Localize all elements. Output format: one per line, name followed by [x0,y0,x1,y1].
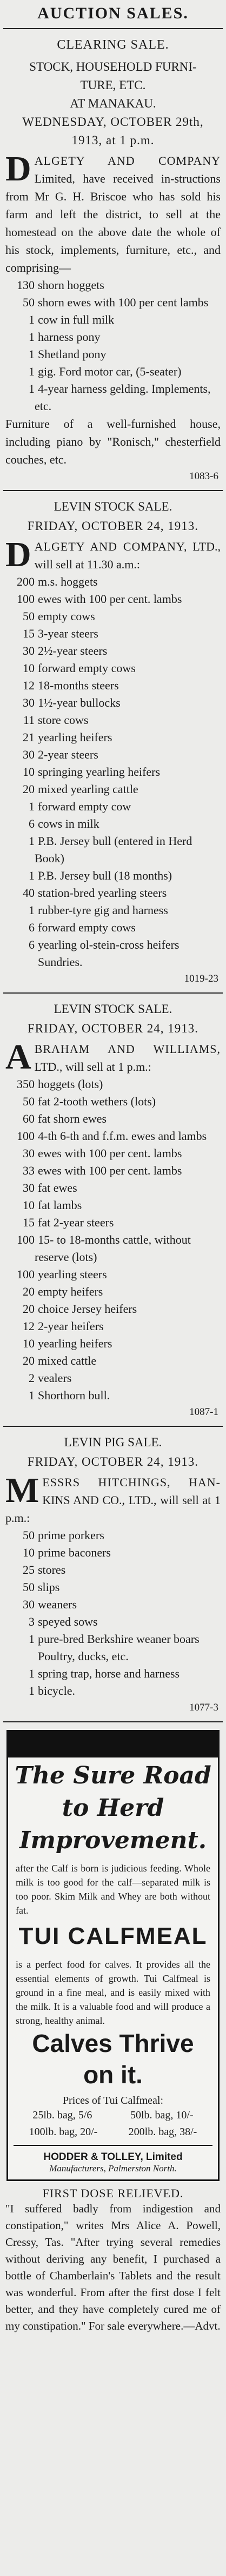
item-description: m.s. hoggets [38,575,98,588]
item-description: hoggets (lots) [38,1077,103,1091]
list-item [5,573,221,591]
ad-top-band [8,1732,218,1757]
item-description: bicycle. [38,1684,76,1698]
list-item [5,936,221,954]
item-description: fat shorn ewes [38,1112,107,1125]
item-quantity: 50 [23,1580,35,1594]
item-quantity: 1 [29,330,35,344]
item-quantity: 50 [23,1528,35,1542]
list-item [5,1093,221,1110]
list-item [5,346,221,363]
item-list [5,573,221,971]
list-item [5,1076,221,1093]
item-description: 2-year steers [38,748,98,761]
item-quantity: 20 [23,1302,35,1316]
item-description: springing yearling heifers [38,765,161,779]
item-quantity: 1 [29,1667,35,1680]
item-description: forward empty cows [38,921,136,934]
item-description: fat 2-year steers [38,1216,114,1229]
item-quantity: 30 [23,1598,35,1611]
item-quantity: 1 [29,834,35,848]
item-quantity: 30 [23,696,35,709]
ad-body: after the Calf is born is judicious feeding. Whole milk is too good for the calf—separated milk is too poor. Skim Milk and Whey are both without fat. [16,1863,210,1916]
item-quantity: 1 [29,1632,35,1646]
item-quantity: 6 [29,817,35,830]
item-quantity: 30 [23,748,35,761]
ad-slogan: Calves Thrive [32,2029,194,2057]
notice-date: FRIDAY, OCTOBER 24, 1913. [28,1455,198,1468]
item-description: yearling ol-stein-cross heifers [38,938,180,951]
list-item [5,608,221,625]
list-item [5,1631,221,1648]
item-description: fat ewes [38,1181,77,1195]
list-item [5,277,221,294]
levin-stock-sale-dalgety [3,491,223,994]
item-quantity: 10 [23,765,35,779]
item-quantity: 1 [29,347,35,361]
ad-headline-2: to Herd [62,1794,164,1822]
item-quantity: 350 [17,1077,35,1091]
brand-name: TUI CALFMEAL [18,1923,208,1949]
item-quantity: 1 [29,800,35,813]
price-item: 100lb. bag, 20/- [29,2126,98,2138]
list-item [5,1579,221,1596]
item-description: rubber-tyre gig and harness [38,903,168,917]
item-quantity: 10 [23,661,35,675]
list-item [5,328,221,346]
item-quantity: 6 [29,938,35,951]
item-description: station-bred yearling steers [38,886,167,900]
drop-cap: D [5,535,31,574]
notice-date: WEDNESDAY, OCTOBER 29th, [22,115,204,129]
item-quantity: 11 [23,713,35,727]
item-quantity: 20 [23,782,35,796]
item-quantity: 1 [29,1684,35,1698]
list-item [5,1561,221,1579]
item-description: Shorthorn bull. [38,1388,110,1402]
item-quantity: 15 [23,627,35,640]
list-item [5,1596,221,1613]
price-item: 200lb. bag, 38/- [128,2126,197,2138]
item-description: empty heifers [38,1285,103,1298]
item-description: cows in milk [38,817,99,830]
price-item: 25lb. bag, 5/6 [32,2109,92,2121]
list-item [5,1335,221,1352]
item-description: P.B. Jersey bull (18 months) [38,869,172,882]
intro-lead: ALGETY AND COMPANY [34,154,221,167]
notice-date: FRIDAY, OCTOBER 24, 1913. [28,519,198,533]
list-item [5,1231,221,1266]
item-description: slips [38,1580,60,1594]
list-item [5,1300,221,1318]
item-description: choice Jersey heifers [38,1302,137,1316]
list-item [5,380,221,415]
item-description: ewes with 100 per cent. lambs [38,1146,182,1160]
item-quantity: 21 [23,730,35,744]
item-description: vealers [38,1371,72,1385]
item-description: ewes with 100 per cent. lambs [38,592,182,606]
drop-cap: M [5,1471,39,1510]
item-list [5,277,221,415]
item-description: empty cows [38,609,95,623]
item-description: gig. Ford motor car, (5-seater) [38,365,182,378]
page-header: AUCTION SALES. [3,0,223,29]
list-item [5,712,221,729]
list-item [5,1318,221,1335]
item-quantity: 50 [23,296,35,309]
item-quantity: 130 [17,278,35,292]
list-item [5,363,221,380]
item-quantity: 2 [29,1371,35,1385]
item-quantity: 33 [23,1164,35,1177]
item-description: Sundries. [38,955,83,969]
item-description: cow in full milk [38,313,115,326]
notice-caption-2: TURE, ETC. [80,78,146,92]
list-item [5,294,221,311]
item-description: 2-year heifers [38,1319,104,1333]
ad-headline-3: Improvement. [19,1827,207,1854]
list-item [5,660,221,677]
ad-code: 1019-23 [184,973,218,984]
item-description: mixed yearling cattle [38,782,138,796]
item-description: ewes with 100 per cent. lambs [38,1164,182,1177]
intro-lead: BRAHAM AND WILLIAMS, [34,1042,221,1056]
item-description: prime baconers [38,1546,111,1559]
item-quantity: 60 [23,1112,35,1125]
item-description: mixed cattle [38,1354,97,1367]
notice-caption: STOCK, HOUSEHOLD FURNI- [29,60,197,73]
list-item [5,919,221,936]
list-item [5,815,221,833]
item-quantity: 20 [23,1354,35,1367]
notice-intro [5,1473,221,1527]
list-item [5,798,221,815]
list-item [5,1128,221,1145]
price-item: 50lb. bag, 10/- [130,2109,194,2121]
item-quantity: 1 [29,313,35,326]
drop-cap: A [5,1037,31,1077]
item-quantity: 100 [17,1233,35,1246]
item-description: Shetland pony [38,347,107,361]
item-description: shorn hoggets [38,278,104,292]
item-description: forward empty cows [38,661,136,675]
item-description: yearling heifers [38,730,112,744]
item-quantity: 200 [17,575,35,588]
item-quantity: 1 [29,903,35,917]
list-item [5,1613,221,1631]
list-item [5,1283,221,1300]
item-list [5,1076,221,1404]
list-item [5,781,221,798]
item-description: harness pony [38,330,101,344]
notice-date: FRIDAY, OCTOBER 24, 1913. [28,1022,198,1035]
article-body: "I suffered badly from indigestion and constipation," writes Mrs Alice A. Powell, Cressy, Tas. "After trying several remedies without deriving any benefit, I purchased a bottle of Chamberlain's Tablets and the result was wonderful. From after the first dose I felt better, and they have completely cured me of my constipation." For sale everywhere.—Advt. [5,2202,221,2332]
ad-code: 1087-1 [189,1406,218,1418]
item-quantity: 1 [29,869,35,882]
list-item [5,1352,221,1370]
list-item [5,1544,221,1561]
calfmeal-advertisement [6,1730,220,2181]
item-quantity: 1 [29,382,35,395]
item-quantity: 6 [29,921,35,934]
item-quantity: 3 [29,1615,35,1628]
list-item [5,1145,221,1162]
article-headline: FIRST DOSE RELIEVED. [42,2186,184,2200]
notice-intro [5,1037,221,1077]
list-item [5,1682,221,1700]
item-description: fat 2-tooth wethers (lots) [38,1095,156,1108]
item-description: 4-year harness gelding. Implements, etc. [35,382,211,413]
ad-code: 1077-3 [189,1702,218,1713]
list-item [5,1266,221,1283]
list-item [5,954,221,971]
intro-lead: ESSRS HITCHINGS, HAN- [42,1475,221,1489]
item-quantity: 1 [29,1388,35,1402]
list-item [5,833,221,867]
list-item [5,1665,221,1682]
item-quantity: 100 [17,1129,35,1143]
notice-title: LEVIN STOCK SALE. [54,500,172,513]
list-item [5,1162,221,1179]
manufacturer-name: HODDER & TOLLEY, Limited [43,2151,183,2163]
item-description: shorn ewes with 100 per cent lambs [38,296,209,309]
list-item [5,902,221,919]
item-description: forward empty cow [38,800,131,813]
item-description: weaners [38,1598,77,1611]
item-description: pure-bred Berkshire weaner boars [38,1632,200,1646]
item-quantity: 25 [23,1563,35,1577]
item-description: prime porkers [38,1528,104,1542]
item-quantity: 30 [23,1146,35,1160]
item-quantity: 10 [23,1337,35,1350]
list-item [5,311,221,328]
list-item [5,677,221,694]
list-item [5,1214,221,1231]
notice-date-2: 1913, at 1 p.m. [71,133,155,147]
item-quantity: 50 [23,609,35,623]
notice-intro [5,149,221,277]
item-quantity: 30 [23,644,35,658]
item-quantity: 100 [17,1267,35,1281]
item-quantity: 12 [23,1319,35,1333]
intro-text: LTD., will sell at 11.30 a.m.: [34,540,221,571]
notice-location: AT MANAKAU. [70,97,156,110]
list-item [5,1648,221,1665]
item-description: 3-year steers [38,627,98,640]
list-item [5,1370,221,1387]
clearing-sale-notice [3,29,223,491]
item-quantity: 20 [23,1285,35,1298]
list-item [5,763,221,781]
intro-text: KINS AND CO., LTD., will sell at 1 p.m.: [5,1493,221,1525]
list-item [5,884,221,902]
prices-title: Prices of Tui Calfmeal: [62,2095,164,2107]
list-item [5,729,221,746]
intro-text: LTD., will sell at 1 p.m.: [34,1060,151,1074]
list-item [5,625,221,642]
furniture-text: Furniture of a well-furnished house, including piano by "Ronisch," chesterfield couches, etc. [5,417,221,466]
notice-title: CLEARING SALE. [57,38,169,52]
item-quantity: 40 [23,886,35,900]
item-quantity: 12 [23,679,35,692]
notice-intro [5,535,221,574]
item-description: 1½-year bullocks [38,696,121,709]
item-quantity: 10 [23,1198,35,1212]
list-item [5,694,221,712]
auction-column [3,0,223,2335]
ad-headline: The Sure Road [15,1762,211,1789]
item-quantity: 15 [23,1216,35,1229]
divider [14,2145,212,2146]
list-item [5,1110,221,1128]
list-item [5,642,221,660]
item-description: 2½-year steers [38,644,108,658]
intro-lead: ALGETY AND COMPANY, [34,540,188,553]
item-description: fat lambs [38,1198,82,1212]
price-row [8,2107,218,2124]
item-description: spring trap, horse and harness [38,1667,180,1680]
item-description: 18-months steers [38,679,119,692]
item-description: P.B. Jersey bull (entered in Herd Book) [35,834,192,865]
item-description: yearling heifers [38,1337,112,1350]
item-list [5,1527,221,1700]
list-item [5,1197,221,1214]
ad-code: 1083-6 [189,471,218,482]
notice-title: LEVIN PIG SALE. [64,1435,162,1449]
levin-stock-sale-abraham [3,994,223,1427]
drop-cap: D [5,149,31,189]
item-description: stores [38,1563,66,1577]
list-item [5,1387,221,1404]
ad-slogan-2: on it. [83,2061,143,2089]
item-description: 4-th 6-th and f.f.m. ewes and lambs [38,1129,207,1143]
item-description: speyed sows [38,1615,98,1628]
item-description: store cows [38,713,89,727]
levin-pig-sale [3,1427,223,1722]
price-row [8,2124,218,2141]
item-description: yearling steers [38,1267,107,1281]
ad-body-2: is a perfect food for calves. It provides all the essential elements of growth. Tui Calfmeal is ground in a fine meal, and is easily mixed with the milk. It is a valuable food and will produce a strong, healthy animal. [16,1959,210,2026]
list-item [5,867,221,884]
manufacturer-location: Manufacturers, Palmerston North. [49,2163,177,2174]
item-quantity: 100 [17,592,35,606]
item-description: Poultry, ducks, etc. [38,1649,129,1663]
item-quantity: 50 [23,1095,35,1108]
list-item [5,1527,221,1544]
item-description: 15- to 18-months cattle, without reserve (lots) [35,1233,191,1264]
item-quantity: 1 [29,365,35,378]
notice-title: LEVIN STOCK SALE. [54,1002,172,1016]
intro-text: Limited, have received in-structions from Mr G. H. Briscoe who has sold his farm and left the district, to sell at the homestead on the above date the whole of his stock, implements, furniture, etc., and comprising— [5,172,221,274]
list-item [5,1179,221,1197]
list-item [5,746,221,763]
item-quantity: 30 [23,1181,35,1195]
list-item [5,591,221,608]
item-quantity: 10 [23,1546,35,1559]
